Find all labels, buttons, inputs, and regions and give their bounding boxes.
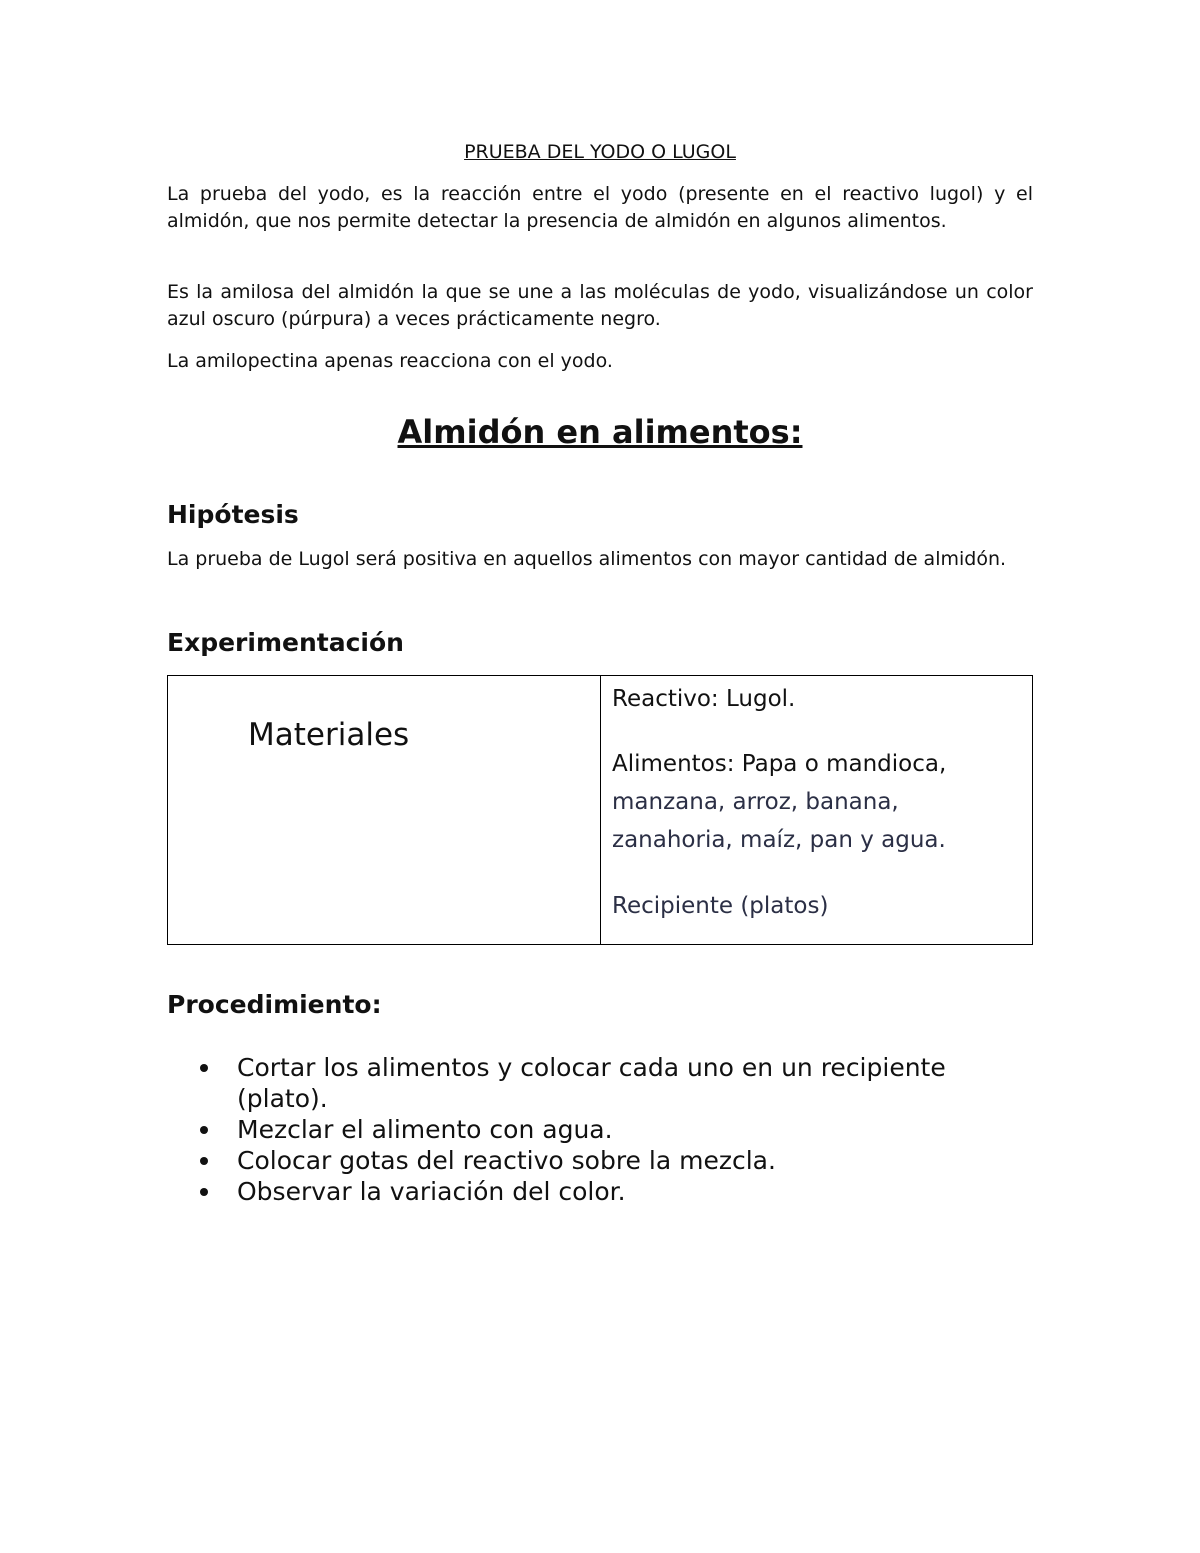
container-line: Recipiente (platos) [612, 893, 829, 919]
section-title: Almidón en alimentos: [397, 413, 803, 451]
procedure-step-2: Mezclar el alimento con agua. [237, 1115, 613, 1144]
foods-line-1: Alimentos: Papa o mandioca, [612, 751, 947, 777]
bullet-icon [200, 1064, 208, 1072]
materials-label-cell [168, 676, 601, 944]
experimentation-heading: Experimentación [167, 628, 404, 657]
intro-paragraph-3: La amilopectina apenas reacciona con el yodo. [167, 350, 613, 372]
bullet-icon [200, 1126, 208, 1134]
materials-list-cell [601, 676, 1032, 944]
list-item [167, 1176, 1033, 1207]
document-title: PRUEBA DEL YODO O LUGOL [464, 141, 736, 163]
hypothesis-heading: Hipótesis [167, 500, 299, 529]
reagent-line: Reactivo: Lugol. [612, 686, 796, 712]
foods-line-2: manzana, arroz, banana, [612, 789, 899, 815]
bullet-icon [200, 1188, 208, 1196]
procedure-step-1: Cortar los alimentos y colocar cada uno en un recipiente (plato). [237, 1053, 946, 1113]
bullet-icon [200, 1157, 208, 1165]
procedure-list [167, 1052, 1033, 1207]
intro-paragraph-1: La prueba del yodo, es la reacción entre el yodo (presente en el reactivo lugol) y el almidón, que nos permite detectar la presencia de almidón en algunos alimentos. [167, 183, 1033, 232]
list-item [167, 1052, 1033, 1114]
list-item [167, 1114, 1033, 1145]
list-item [167, 1145, 1033, 1176]
hypothesis-text: La prueba de Lugol será positiva en aquellos alimentos con mayor cantidad de almidón. [167, 548, 1007, 570]
procedure-heading: Procedimiento: [167, 990, 382, 1019]
procedure-step-3: Colocar gotas del reactivo sobre la mezcla. [237, 1146, 776, 1175]
materials-label: Materiales [248, 717, 410, 753]
intro-paragraph-2: Es la amilosa del almidón la que se une a las moléculas de yodo, visualizándose un color azul oscuro (púrpura) a veces prácticamente negro. [167, 281, 1033, 330]
foods-line-3: zanahoria, maíz, pan y agua. [612, 827, 946, 853]
materials-table [167, 675, 1033, 945]
procedure-step-4: Observar la variación del color. [237, 1177, 626, 1206]
